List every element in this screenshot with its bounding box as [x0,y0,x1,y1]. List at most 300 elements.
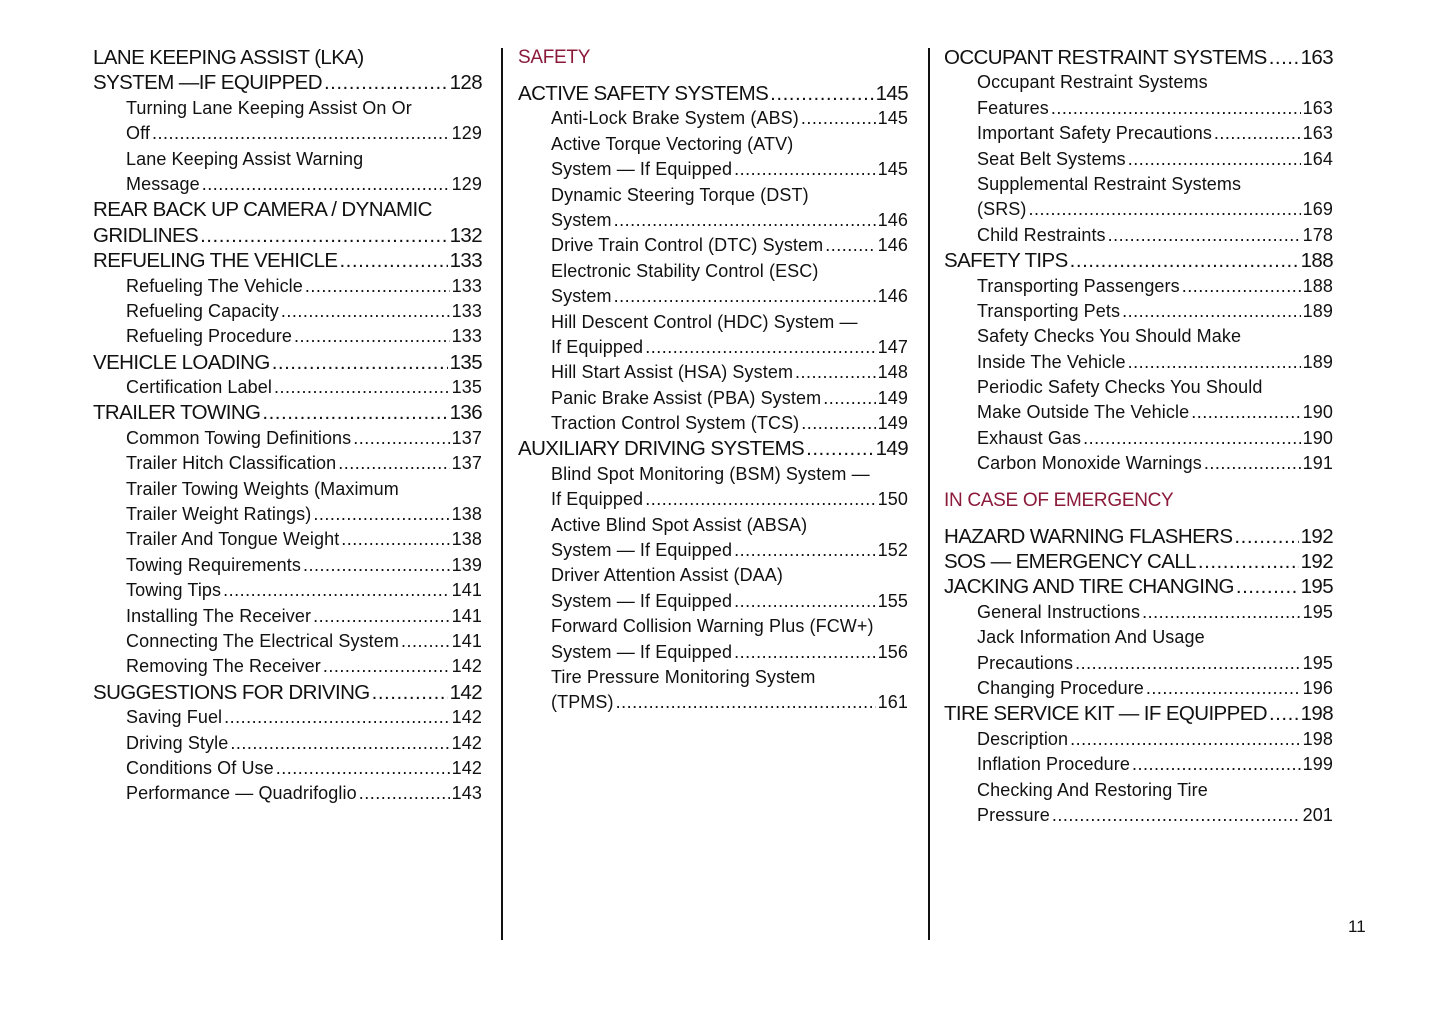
toc-entry-title[interactable]: Jack Information And Usage [977,627,1205,648]
toc-entry-title[interactable]: Refueling The Vehicle [126,275,303,296]
toc-page-number[interactable]: 145 [877,108,908,129]
toc-page-number[interactable]: 133 [451,300,482,321]
toc-entry-title[interactable]: Supplemental Restraint Systems [977,173,1242,194]
toc-page-number[interactable]: 146 [877,286,908,307]
toc-chapter-entry[interactable] [944,574,1333,599]
toc-topic-entry[interactable] [944,778,1333,829]
toc-entry-title[interactable]: Traction Control System (TCS) [551,413,800,434]
toc-entry-title[interactable]: System — If Equipped [551,540,733,561]
toc-topic-entry[interactable] [944,375,1333,426]
toc-entry-title[interactable]: Installing The Receiver [126,605,312,626]
toc-entry-title[interactable]: JACKING AND TIRE CHANGING [944,575,1234,599]
toc-topic-entry[interactable] [93,274,482,299]
toc-topic-entry[interactable] [518,183,908,234]
toc-topic-entry[interactable] [944,121,1333,146]
toc-page-number[interactable]: 192 [1300,550,1333,574]
toc-entry-title[interactable]: Anti-Lock Brake System (ABS) [551,108,799,129]
section-heading: IN CASE OF EMERGENCY [944,489,1174,511]
toc-page-number[interactable]: 133 [451,326,482,347]
toc-entry-title[interactable]: OCCUPANT RESTRAINT SYSTEMS [944,46,1267,69]
toc-entry-title[interactable]: Refueling Capacity [126,300,279,321]
toc-page-number[interactable]: 129 [451,173,482,194]
toc-entry-title[interactable]: Trailer Hitch Classification [126,453,337,474]
toc-topic-entry[interactable] [944,299,1333,324]
toc-page-number[interactable]: 189 [1302,351,1333,372]
dot-leader [305,274,450,299]
toc-page-number[interactable]: 195 [1302,652,1333,673]
toc-entry-title[interactable]: Trailer Towing Weights (Maximum [126,478,399,499]
toc-chapter-entry[interactable] [93,248,482,273]
toc-topic-entry[interactable] [518,386,908,411]
toc-entry-line [93,172,482,197]
toc-topic-entry[interactable] [518,614,908,665]
toc-page-number[interactable]: 189 [1302,300,1333,321]
dot-leader [1204,451,1301,476]
toc-entry-title[interactable]: Tire Pressure Monitoring System [551,666,816,687]
toc-chapter-entry[interactable] [944,701,1333,726]
toc-page-number[interactable]: 142 [451,732,482,753]
toc-entry-title[interactable]: GRIDLINES [93,223,199,247]
toc-page-number[interactable]: 201 [1302,804,1333,825]
dot-leader [1128,147,1301,172]
dot-leader [1132,752,1301,777]
toc-entry-title[interactable]: Towing Requirements [126,554,301,575]
toc-entry-title[interactable]: Electronic Stability Control (ESC) [551,260,819,281]
toc-entry-title[interactable]: Features [977,97,1049,118]
toc-entry-title[interactable]: Refueling Procedure [126,326,293,347]
toc-entry-line [944,147,1333,172]
toc-entry-line [944,625,1333,650]
toc-entry-title[interactable]: Child Restraints [977,224,1106,245]
toc-entry-title[interactable]: Driver Attention Assist (DAA) [551,565,783,586]
toc-entry-title[interactable]: Safety Checks You Should Make [977,326,1242,347]
toc-entry-title[interactable]: Performance — Quadrifoglio [126,783,357,804]
toc-entry-title[interactable]: SAFETY TIPS [944,249,1068,273]
toc-page-number[interactable]: 148 [877,362,908,383]
dot-leader [353,426,449,451]
toc-page-number[interactable]: 137 [451,427,482,448]
toc-entry-line [93,400,482,425]
toc-entry-line [944,651,1333,676]
toc-page-number[interactable]: 133 [451,275,482,296]
toc-topic-entry[interactable] [93,147,482,198]
toc-topic-entry[interactable] [944,600,1333,625]
toc-page-number[interactable]: 145 [875,82,908,105]
toc-page-number[interactable]: 143 [451,783,482,804]
toc-entry-title[interactable]: (TPMS) [551,692,614,713]
dot-leader [262,400,447,425]
toc-page-number[interactable]: 141 [451,605,482,626]
toc-entry-title[interactable]: Common Towing Definitions [126,427,352,448]
toc-entry-title[interactable]: SYSTEM —IF EQUIPPED [93,71,322,95]
toc-topic-entry[interactable] [93,451,482,476]
toc-topic-entry[interactable] [518,411,908,436]
toc-entry-title[interactable]: Seat Belt Systems [977,148,1126,169]
toc-entry-title[interactable]: Transporting Pets [977,300,1121,321]
toc-page-number[interactable]: 147 [877,336,908,357]
toc-page-number[interactable]: 196 [1302,677,1333,698]
dot-leader [806,436,873,461]
toc-topic-entry[interactable] [93,527,482,552]
toc-topic-entry[interactable] [518,513,908,564]
toc-entry-title[interactable]: HAZARD WARNING FLASHERS [944,524,1233,548]
toc-topic-entry[interactable] [518,563,908,614]
toc-page-number[interactable]: 139 [451,554,482,575]
toc-page-number[interactable]: 195 [1300,575,1333,599]
dot-leader [1070,727,1301,752]
toc-topic-entry[interactable] [93,553,482,578]
toc-entry-line [518,487,908,512]
toc-entry-title[interactable]: System — If Equipped [551,641,733,662]
toc-entry-line [518,360,908,385]
toc-page-number[interactable]: 149 [875,437,908,461]
toc-entry-line [944,197,1333,222]
toc-page-number[interactable]: 155 [877,590,908,611]
dot-leader [795,360,876,385]
dot-leader [313,502,449,527]
dot-leader [372,680,448,705]
toc-page-number[interactable]: 129 [451,123,482,144]
toc-entry-line [518,614,908,639]
toc-page-number[interactable]: 135 [451,377,482,398]
toc-entry-title[interactable]: Lane Keeping Assist Warning [126,148,364,169]
toc-entry-title[interactable]: Saving Fuel [126,707,223,728]
dot-leader [323,654,450,679]
toc-chapter-entry[interactable] [518,81,908,106]
toc-entry-title[interactable]: Checking And Restoring Tire [977,779,1208,800]
toc-chapter-entry[interactable] [944,524,1333,549]
toc-entry-title[interactable]: AUXILIARY DRIVING SYSTEMS [518,437,805,461]
toc-entry-title[interactable]: Changing Procedure [977,677,1144,698]
toc-topic-entry[interactable] [518,665,908,716]
toc-topic-entry[interactable] [93,629,482,654]
toc-entry-line [944,574,1333,599]
toc-entry-line [93,45,482,70]
toc-topic-entry[interactable] [944,70,1333,121]
toc-entry-line [93,299,482,324]
toc-entry-title[interactable]: SUGGESTIONS FOR DRIVING [93,680,370,704]
toc-page-number[interactable]: 188 [1302,275,1333,296]
toc-entry-line [93,375,482,400]
toc-entry-line [93,96,482,121]
toc-entry-title[interactable]: General Instructions [977,601,1141,622]
toc-entry-title[interactable]: REFUELING THE VEHICLE [93,249,338,273]
toc-topic-entry[interactable] [93,781,482,806]
toc-topic-entry[interactable] [93,477,482,528]
toc-topic-entry[interactable] [93,731,482,756]
toc-topic-entry[interactable] [944,147,1333,172]
toc-entry-line [944,172,1333,197]
toc-chapter-entry[interactable] [518,436,908,461]
toc-entry-title[interactable]: Drive Train Control (DTC) System [551,235,824,256]
dot-leader [1052,803,1301,828]
toc-entry-line [944,223,1333,248]
toc-entry-title[interactable]: System — If Equipped [551,159,733,180]
dot-leader [1269,701,1299,726]
toc-entry-title[interactable]: TIRE SERVICE KIT — IF EQUIPPED [944,702,1267,726]
toc-entry-line [93,70,482,95]
toc-topic-entry[interactable] [518,106,908,131]
toc-page-number[interactable]: 198 [1302,728,1333,749]
toc-page-number[interactable]: 146 [877,235,908,256]
toc-entry-title[interactable]: Pressure [977,804,1050,825]
toc-entry-line [518,462,908,487]
toc-entry-title[interactable]: (SRS) [977,199,1027,220]
toc-page-number[interactable]: 149 [877,387,908,408]
toc-entry-title[interactable]: Blind Spot Monitoring (BSM) System — [551,463,870,484]
toc-topic-entry[interactable] [944,727,1333,752]
toc-entry-title[interactable]: System [551,286,612,307]
toc-entry-line [93,527,482,552]
toc-page-number[interactable]: 137 [451,453,482,474]
toc-entry-line [944,524,1333,549]
toc-entry-line [944,121,1333,146]
dot-leader [645,487,875,512]
toc-topic-entry[interactable] [93,756,482,781]
toc-chapter-entry[interactable] [93,45,482,96]
toc-entry-line [518,183,908,208]
dot-leader [770,81,873,106]
toc-entry-title[interactable]: Important Safety Precautions [977,123,1212,144]
toc-entry-title[interactable]: System [551,209,612,230]
toc-entry-title[interactable]: Exhaust Gas [977,427,1082,448]
toc-entry-line [93,248,482,273]
toc-entry-line [944,274,1333,299]
toc-page-number[interactable]: 199 [1302,754,1333,775]
toc-entry-line [518,589,908,614]
toc-topic-entry[interactable] [93,324,482,349]
toc-topic-entry[interactable] [518,310,908,361]
toc-entry-line [518,386,908,411]
toc-topic-entry[interactable] [93,96,482,147]
toc-page-number[interactable]: 136 [449,401,482,425]
dot-leader [1214,121,1301,146]
toc-page-number[interactable]: 138 [451,529,482,550]
toc-topic-entry[interactable] [944,451,1333,476]
toc-entry-title[interactable]: System — If Equipped [551,590,733,611]
toc-entry-line [518,436,908,461]
dot-leader [1236,574,1299,599]
toc-page-number[interactable]: 178 [1302,224,1333,245]
toc-topic-entry[interactable] [944,274,1333,299]
toc-page-number[interactable]: 152 [877,540,908,561]
toc-page-number[interactable]: 142 [451,656,482,677]
toc-entry-title[interactable]: SOS — EMERGENCY CALL [944,550,1196,574]
toc-entry-title[interactable]: Carbon Monoxide Warnings [977,453,1202,474]
toc-entry-title[interactable]: Hill Start Assist (HSA) System [551,362,794,383]
toc-page-number[interactable]: 146 [877,209,908,230]
toc-entry-title[interactable]: LANE KEEPING ASSIST (LKA) [93,46,364,69]
dot-leader [324,70,448,95]
dot-leader [1083,426,1301,451]
toc-entry-title[interactable]: TRAILER TOWING [93,401,261,425]
toc-topic-entry[interactable] [93,604,482,629]
toc-page-number[interactable]: 163 [1302,97,1333,118]
toc-page-number[interactable]: 145 [877,159,908,180]
toc-entry-title[interactable]: Turning Lane Keeping Assist On Or [126,97,412,118]
toc-topic-entry[interactable] [944,172,1333,223]
toc-topic-entry[interactable] [518,259,908,310]
toc-entry-title[interactable]: Occupant Restraint Systems [977,72,1208,93]
toc-entry-line [518,233,908,258]
dot-leader [401,629,450,654]
dot-leader [734,640,876,665]
toc-entry-title[interactable]: VEHICLE LOADING [93,350,270,374]
toc-page-number[interactable]: 198 [1300,702,1333,726]
section-heading: SAFETY [518,47,591,68]
toc-page-number[interactable]: 142 [451,707,482,728]
toc-entry-line [93,553,482,578]
toc-entry-title[interactable]: Message [126,173,200,194]
toc-chapter-entry[interactable] [93,400,482,425]
toc-topic-entry[interactable] [518,360,908,385]
toc-topic-entry[interactable] [518,233,908,258]
toc-entry-line [944,96,1333,121]
dot-leader [202,172,450,197]
toc-entry-title[interactable]: Trailer And Tongue Weight [126,529,340,550]
toc-topic-entry[interactable] [518,462,908,513]
dot-leader [801,106,876,131]
toc-entry-title[interactable]: Conditions Of Use [126,757,274,778]
toc-entry-title[interactable]: Towing Tips [126,580,222,601]
toc-entry-title[interactable]: Inside The Vehicle [977,351,1126,372]
toc-page-number[interactable]: 164 [1302,148,1333,169]
toc-page-number[interactable]: 190 [1302,427,1333,448]
toc-entry-line [93,731,482,756]
dot-leader [1142,600,1301,625]
toc-chapter-entry[interactable] [93,350,482,375]
toc-topic-entry[interactable] [93,299,482,324]
toc-page-number[interactable]: 149 [877,413,908,434]
toc-entry-title[interactable]: Hill Descent Control (HDC) System — [551,311,858,332]
toc-entry-title[interactable]: Active Torque Vectoring (ATV) [551,133,794,154]
toc-page-number[interactable]: 135 [449,350,482,374]
dot-leader [272,350,448,375]
toc-page-number[interactable]: 141 [451,630,482,651]
dot-leader [614,208,876,233]
dot-leader [1108,223,1301,248]
toc-page-number[interactable]: 188 [1300,249,1333,273]
toc-page-number[interactable]: 138 [451,504,482,525]
toc-entry-title[interactable]: If Equipped [551,489,644,510]
toc-page-number[interactable]: 191 [1302,453,1333,474]
toc-page-number[interactable]: 141 [451,580,482,601]
toc-topic-entry[interactable] [518,132,908,183]
toc-chapter-entry[interactable] [93,197,482,248]
toc-entry-title[interactable]: ACTIVE SAFETY SYSTEMS [518,82,769,105]
toc-entry-title[interactable]: Removing The Receiver [126,656,321,677]
toc-chapter-entry[interactable] [944,248,1333,273]
toc-page-number[interactable]: 169 [1302,199,1333,220]
toc-entry-title[interactable]: Trailer Weight Ratings) [126,504,312,525]
toc-topic-entry[interactable] [944,324,1333,375]
toc-topic-entry[interactable] [944,752,1333,777]
toc-entry-title[interactable]: Panic Brake Assist (PBA) System [551,387,822,408]
dot-leader [616,690,876,715]
dot-leader [281,299,450,324]
toc-entry-line [944,727,1333,752]
toc-entry-line [518,157,908,182]
toc-entry-line [944,803,1333,828]
dot-leader [1198,549,1299,574]
dot-leader [303,553,450,578]
toc-entry-title[interactable]: Make Outside The Vehicle [977,402,1190,423]
toc-page-number[interactable]: 132 [449,223,482,247]
toc-page-number[interactable]: 163 [1302,123,1333,144]
toc-page-number[interactable]: 161 [877,692,908,713]
toc-entry-title[interactable]: If Equipped [551,336,644,357]
toc-entry-line [944,701,1333,726]
toc-entry-line [518,208,908,233]
toc-page-number[interactable]: 195 [1302,601,1333,622]
toc-topic-entry[interactable] [93,375,482,400]
dot-leader [734,157,876,182]
toc-entry-title[interactable]: Off [126,123,150,144]
dot-leader [1182,274,1301,299]
toc-page-number[interactable]: 128 [449,71,482,95]
toc-entry-title[interactable]: Dynamic Steering Torque (DST) [551,184,809,205]
toc-entry-title[interactable]: Transporting Passengers [977,275,1180,296]
toc-topic-entry[interactable] [944,676,1333,701]
toc-topic-entry[interactable] [93,705,482,730]
dot-leader [801,411,875,436]
toc-entry-title[interactable]: Description [977,728,1069,749]
toc-topic-entry[interactable] [944,625,1333,676]
dot-leader [274,375,450,400]
toc-entry-title[interactable]: Forward Collision Warning Plus (FCW+) [551,616,874,637]
toc-entry-line [944,375,1333,400]
toc-page-number[interactable]: 142 [449,680,482,704]
toc-entry-title[interactable]: Periodic Safety Checks You Should [977,377,1263,398]
toc-page-number[interactable]: 156 [877,641,908,662]
toc-entry-title[interactable]: Driving Style [126,732,229,753]
toc-page-number[interactable]: 192 [1300,524,1333,548]
toc-topic-entry[interactable] [944,223,1333,248]
toc-topic-entry[interactable] [93,426,482,451]
toc-chapter-entry[interactable] [944,549,1333,574]
toc-page-number[interactable]: 133 [449,249,482,273]
toc-page-number[interactable]: 142 [451,757,482,778]
toc-page-number[interactable]: 190 [1302,402,1333,423]
toc-topic-entry[interactable] [944,426,1333,451]
toc-entry-title[interactable]: Active Blind Spot Assist (ABSA) [551,514,808,535]
toc-entry-line [93,223,482,248]
column-divider [928,48,930,940]
toc-chapter-entry[interactable] [93,680,482,705]
toc-page-number[interactable]: 163 [1300,46,1333,69]
toc-entry-title[interactable]: Connecting The Electrical System [126,630,399,651]
toc-entry-line [93,477,482,502]
toc-entry-title[interactable]: Precautions [977,652,1074,673]
toc-chapter-entry[interactable] [944,45,1333,70]
dot-leader [313,604,450,629]
dot-leader [645,335,875,360]
toc-entry-line [518,690,908,715]
toc-entry-title[interactable]: Inflation Procedure [977,754,1130,775]
toc-entry-title[interactable]: REAR BACK UP CAMERA / DYNAMIC [93,198,432,222]
dot-leader [224,705,450,730]
dot-leader [1075,651,1301,676]
toc-entry-title[interactable]: Certification Label [126,377,272,398]
toc-page-number[interactable]: 150 [877,489,908,510]
toc-entry-line [93,350,482,375]
toc-topic-entry[interactable] [93,578,482,603]
toc-column-1 [93,45,482,807]
page-number: 11 [1348,917,1366,936]
toc-entry-line [93,781,482,806]
dot-leader [152,121,450,146]
toc-topic-entry[interactable] [93,654,482,679]
